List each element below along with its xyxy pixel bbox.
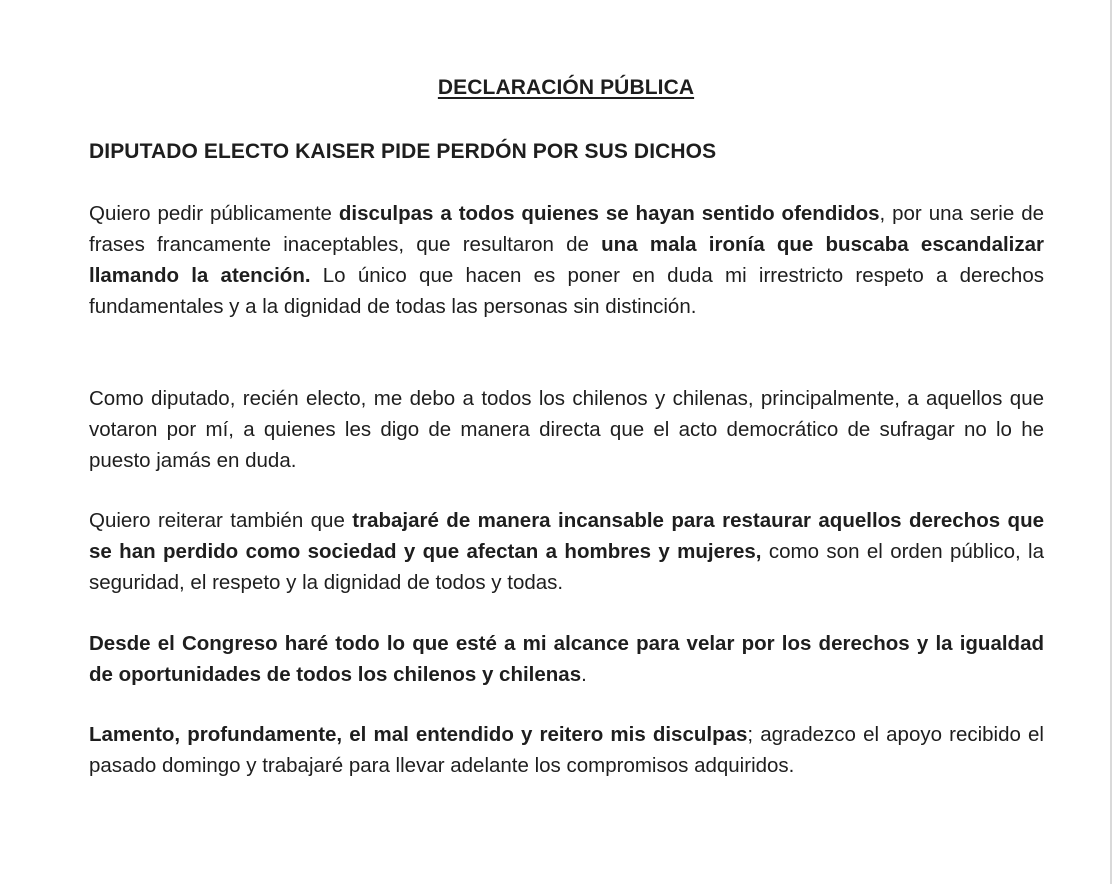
paragraph-2 xyxy=(89,383,1044,476)
paragraph-4-text-1: . xyxy=(581,663,587,686)
document-title: DECLARACIÓN PÚBLICA xyxy=(437,76,695,99)
paragraph-5-bold-1: Lamento, profundamente, el mal entendido y reitero mis disculpas xyxy=(89,723,748,746)
document-subtitle: DIPUTADO ELECTO KAISER PIDE PERDÓN POR SUS DICHOS xyxy=(89,140,717,163)
paragraph-1-text-1: Quiero pedir públicamente xyxy=(89,202,339,225)
paragraph-3 xyxy=(89,505,1044,598)
paragraph-3-text-2: como son el orden público, la seguridad, el respeto y la dignidad de todos y todas. xyxy=(89,540,1045,594)
paragraph-5 xyxy=(89,719,1044,781)
paragraph-1-bold-2: una mala ironía que buscaba escandalizar llamando la atención. xyxy=(89,233,1044,287)
paragraph-2-text-1: Como diputado, recién electo, me debo a todos los chilenos y chilenas, principalmente, a aquellos que votaron por mí, a quienes les digo de manera directa que el acto democrático de sufragar no lo he puesto jamás en duda. xyxy=(89,387,1044,472)
paragraph-1-bold-1: disculpas a todos quienes se hayan sentido ofendidos xyxy=(338,202,880,225)
paragraph-1-text-2: , por una serie de frases francamente inaceptables, que resultaron de xyxy=(89,202,1044,256)
paragraph-1 xyxy=(89,198,1044,322)
paragraph-4 xyxy=(89,628,1044,690)
paragraph-3-bold-1: trabajaré de manera incansable para restaurar aquellos derechos que se han perdido como sociedad y que afectan a hombres y mujeres, xyxy=(89,509,1044,563)
paragraph-4-bold-1: Desde el Congreso haré todo lo que esté a mi alcance para velar por los derechos y la igualdad de oportunidades de todos los chilenos y chilenas xyxy=(89,632,1044,686)
paragraph-5-text-1: ; agradezco el apoyo recibido el pasado domingo y trabajaré para llevar adelante los compromisos adquiridos. xyxy=(89,723,1044,777)
paragraph-1-text-3: Lo único que hacen es poner en duda mi irrestricto respeto a derechos fundamentales y a la dignidad de todas las personas sin distinción. xyxy=(89,264,1044,318)
paragraph-3-text-1: Quiero reiterar también que xyxy=(89,509,353,532)
